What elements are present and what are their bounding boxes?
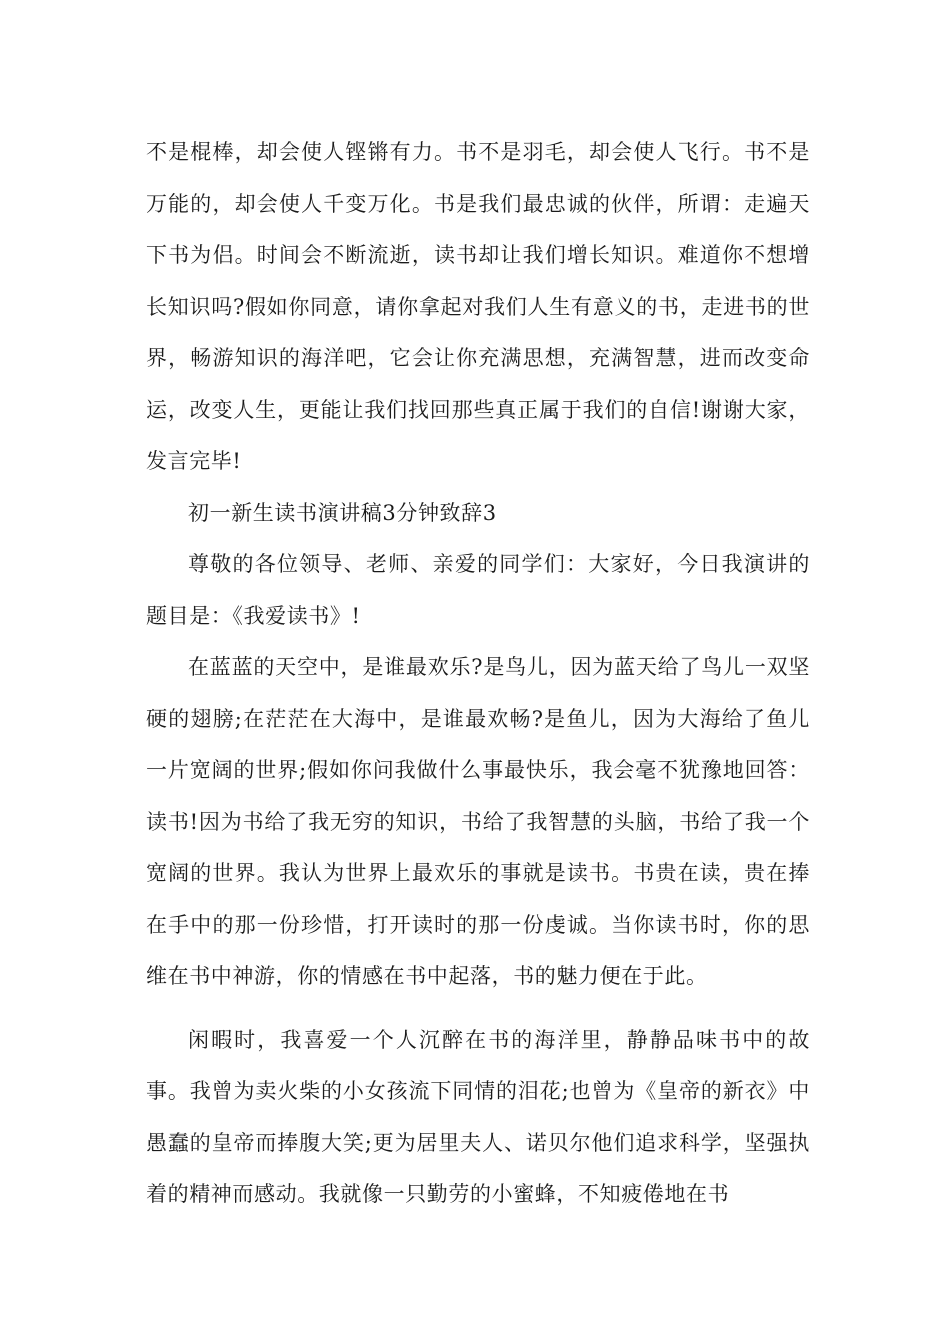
paragraph-greeting: 尊敬的各位领导、老师、亲爱的同学们：大家好，今日我演讲的题目是：《我爱读书》! [146, 552, 810, 628]
paragraph-body: 闲暇时，我喜爱一个人沉醉在书的海洋里，静静品味书中的故事。我曾为卖火柴的小女孩流下同情的泪花;也曾为《皇帝的新衣》中愚蠢的皇帝而捧腹大笑;更为居里夫人、诺贝尔他们追求科学，坚强执着的精神而感动。我就像一只勤劳的小蜜蜂，不知疲倦地在书 [146, 1027, 810, 1206]
paragraph-continuation: 不是棍棒，却会使人铿锵有力。书不是羽毛，却会使人飞行。书不是万能的，却会使人千变万化。书是我们最忠诚的伙伴，所谓：走遍天下书为侣。时间会不断流逝，读书却让我们增长知识。难道你不想增长知识吗?假如你同意，请你拿起对我们人生有意义的书，走进书的世界，畅游知识的海洋吧，它会让你充满思想，充满智慧，进而改变命运，改变人生，更能让我们找回那些真正属于我们的自信!谢谢大家，发言完毕! [146, 140, 810, 473]
document-body [146, 127, 810, 1221]
paragraph-body: 在蓝蓝的天空中，是谁最欢乐?是鸟儿，因为蓝天给了鸟儿一双坚硬的翅膀;在茫茫在大海中，是谁最欢畅?是鱼儿，因为大海给了鱼儿一片宽阔的世界;假如你问我做什么事最快乐，我会毫不犹豫地回答：读书!因为书给了我无穷的知识，书给了我智慧的头脑，书给了我一个宽阔的世界。我认为世界上最欢乐的事就是读书。书贵在读，贵在捧在手中的那一份珍惜，打开读时的那一份虔诚。当你读书时，你的思维在书中神游，你的情感在书中起落，书的魅力便在于此。 [146, 655, 810, 988]
section-heading: 初一新生读书演讲稿3分钟致辞3 [188, 500, 497, 525]
